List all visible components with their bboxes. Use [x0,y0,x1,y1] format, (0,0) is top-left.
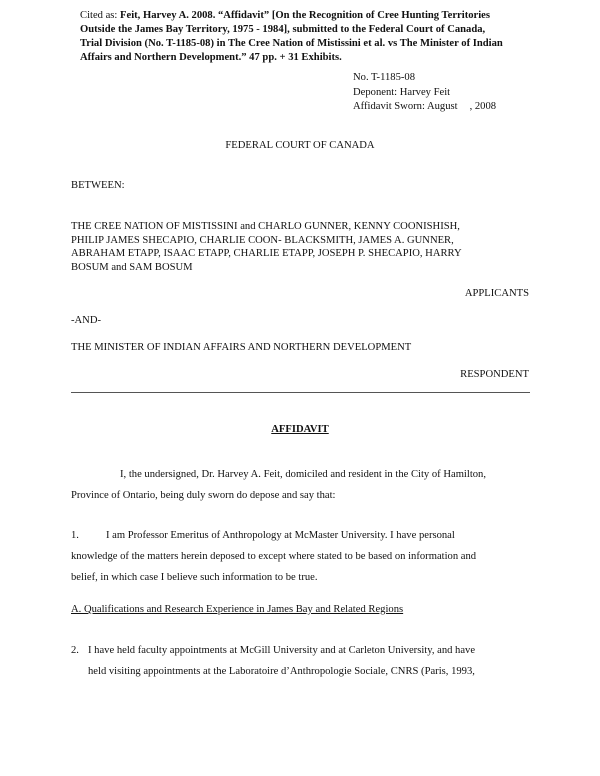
sworn-date [353,100,496,115]
sworn-label: Affidavit Sworn: August [353,101,458,112]
file-number: No. T-1185-08 [353,72,415,83]
paragraph-2-number: 2. [71,645,79,656]
citation-line-1: Feit, Harvey A. 2008. “Affidavit” [On the Recognition of Cree Hunting Territories [120,10,490,21]
horizontal-divider [71,392,530,393]
sworn-year: , 2008 [469,101,497,112]
parties-line-3: ABRAHAM ETAPP, ISAAC ETAPP, CHARLIE ETAPP, JOSEPH P. SHECAPIO, HARRY [71,248,462,259]
deponent: Deponent: Harvey Feit [353,86,451,98]
applicant-parties [71,220,462,274]
respondent-label: RESPONDENT [460,369,529,380]
between-label: BETWEEN: [71,180,125,191]
parties-line-4: BOSUM and SAM BOSUM [71,261,193,273]
paragraph-2-line-2: held visiting appointments at the Laboratoire d’Anthropologie Sociale, CNRS (Paris, 1993, [88,666,475,677]
paragraph-2-line-1: I have held faculty appointments at McGill University and at Carleton University, and have [88,645,476,656]
applicants-label: APPLICANTS [464,288,529,299]
citation-line-2: Outside the James Bay Territory, 1975 - 1984], submitted to the Federal Court of Canada, [80,24,486,35]
paragraph-1-number: 1. [71,530,79,541]
file-metadata [353,71,496,115]
paragraph-1-line-1: I am Professor Emeritus of Anthropology at McMaster University. I have personal [106,530,455,541]
paragraph-1-line-2: knowledge of the matters herein deposed to except where stated to be based on information and [71,551,477,562]
citation-line-4: Affairs and Northern Development.” 47 pp. + 31 Exhibits. [80,52,342,63]
affidavit-title: AFFIDAVIT [271,424,329,435]
court-name: FEDERAL COURT OF CANADA [225,140,375,151]
parties-line-2: PHILIP JAMES SHECAPIO, CHARLIE COON- BLACKSMITH, JAMES A. GUNNER, [71,234,454,246]
citation-block [80,9,503,65]
parties-line-1: THE CREE NATION OF MISTISSINI and CHARLO GUNNER, KENNY COONISHISH, [71,221,460,232]
citation-prefix: Cited as: [80,10,118,21]
citation-line-3: Trial Division (No. T-1185-08) in The Cree Nation of Mistissini et al. vs The Minister of Indian [80,38,503,49]
and-separator: -AND- [71,315,102,326]
paragraph-1-line-3: belief, in which case I believe such information to be true. [71,572,318,583]
intro-line-2: Province of Ontario, being duly sworn do depose and say that: [71,490,336,501]
section-a-heading: A. Qualifications and Research Experience in James Bay and Related Regions [71,604,404,615]
intro-line-1: I, the undersigned, Dr. Harvey A. Feit, domiciled and resident in the City of Hamilton, [120,469,487,480]
respondent-party: THE MINISTER OF INDIAN AFFAIRS AND NORTHERN DEVELOPMENT [71,342,412,353]
